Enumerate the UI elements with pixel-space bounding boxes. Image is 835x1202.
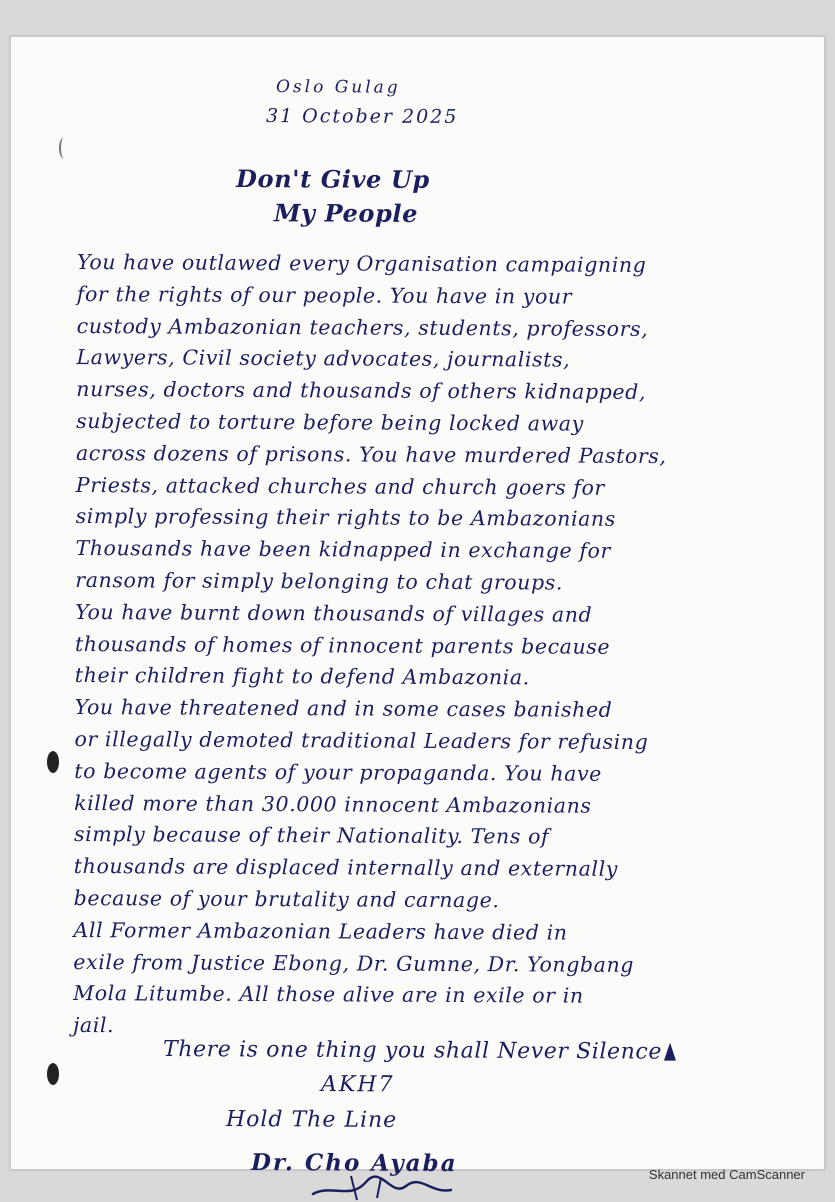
- body-line: Lawyers, Civil society advocates, journalists,: [76, 345, 571, 372]
- body-line: thousands of homes of innocent parents because: [74, 631, 611, 659]
- letter-body: [73, 247, 822, 1046]
- letter-title: [236, 162, 430, 231]
- sign-off: Hold The Line: [225, 1107, 398, 1133]
- body-line: for the rights of our people. You have in your: [76, 281, 573, 309]
- body-line: killed more than 30.000 innocent Ambazonians: [74, 790, 592, 818]
- body-line: to become agents of your propaganda. You have: [74, 758, 602, 786]
- body-line: All Former Ambazonian Leaders have died in: [73, 917, 568, 945]
- signature-scribble-icon: [311, 1172, 461, 1202]
- punch-hole-middle: [47, 751, 59, 773]
- body-line: ransom for simply belonging to chat groups.: [75, 567, 564, 595]
- punch-hole-top: [59, 137, 69, 159]
- title-line-1: Don't Give Up: [236, 164, 430, 195]
- body-line: exile from Justice Ebong, Dr. Gumne, Dr. Yongbang: [73, 949, 635, 977]
- body-line: custody Ambazonian teachers, students, professors,: [76, 313, 649, 341]
- body-line: simply because of their Nationality. Tens of: [73, 822, 550, 849]
- letter-place: Oslo Gulag: [275, 77, 401, 98]
- body-line: nurses, doctors and thousands of others kidnapped,: [76, 377, 647, 405]
- body-line: or illegally demoted traditional Leaders for refusing: [74, 726, 649, 754]
- body-line: jail.: [72, 1013, 115, 1038]
- closing-line: [163, 1037, 676, 1065]
- body-line: because of your brutality and carnage.: [73, 885, 500, 913]
- body-line: Thousands have been kidnapped in exchange for: [75, 536, 611, 563]
- letter-tag: AKH7: [320, 1072, 395, 1098]
- title-line-2: My People: [273, 198, 419, 228]
- body-line: You have outlawed every Organisation campaigning: [76, 250, 647, 277]
- body-line: thousands are displaced internally and externally: [73, 854, 619, 881]
- signature-name: Dr. Cho Ayaba: [250, 1149, 458, 1178]
- letter-date: 31 October 2025: [265, 105, 459, 129]
- ink-blot-icon: [664, 1043, 676, 1061]
- body-line: You have threatened and in some cases banished: [74, 695, 613, 722]
- body-line: their children fight to defend Ambazonia.: [74, 663, 530, 690]
- body-line: simply professing their rights to be Ambazonians: [75, 504, 616, 532]
- punch-hole-bottom: [47, 1063, 59, 1085]
- body-line: across dozens of prisons. You have murdered Pastors,: [75, 440, 667, 468]
- body-line: subjected to torture before being locked away: [76, 408, 584, 436]
- body-line: Priests, attacked churches and church goers for: [75, 472, 605, 500]
- closing-line-text: There is one thing you shall Never Silence: [162, 1037, 663, 1065]
- body-line: You have burnt down thousands of villages and: [75, 599, 593, 627]
- body-line: Mola Litumbe. All those alive are in exile or in: [73, 981, 584, 1008]
- camscanner-watermark: Skannet med CamScanner: [648, 1167, 805, 1182]
